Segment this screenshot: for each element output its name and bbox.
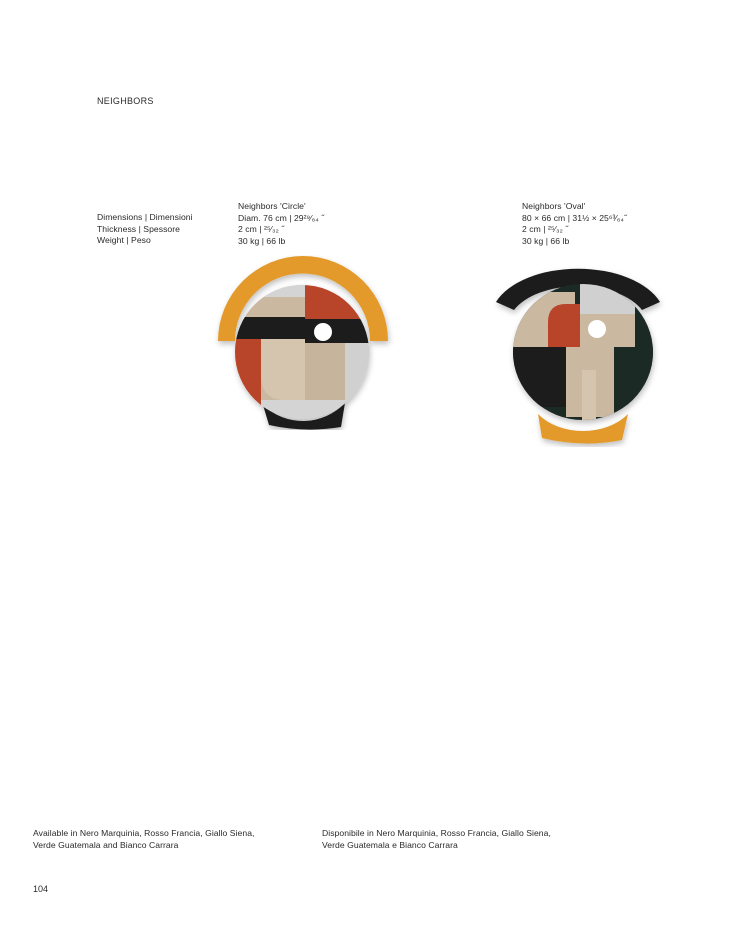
product-dimensions: Diam. 76 cm | 29²⁹⁄₆₄ ˝ xyxy=(238,212,325,223)
availability-english xyxy=(33,828,254,851)
product-oval-specs xyxy=(522,201,627,247)
neighbors-circle-image xyxy=(205,255,395,430)
label-thickness: Thickness | Spessore xyxy=(97,223,180,234)
product-thickness: 2 cm | ²⁵⁄₃₂ ˝ xyxy=(522,224,569,235)
availability-line: Verde Guatemala e Bianco Carrara xyxy=(322,839,458,850)
label-dimensions: Dimensions | Dimensioni xyxy=(97,212,193,222)
availability-line: Disponibile in Nero Marquinia, Rosso Francia, Giallo Siena, xyxy=(322,828,551,838)
product-weight: 30 kg | 66 lb xyxy=(238,235,286,246)
product-thickness: 2 cm | ²⁵⁄₃₂ ˝ xyxy=(238,224,285,235)
product-circle-specs xyxy=(238,201,324,247)
product-name: Neighbors 'Oval' xyxy=(522,201,586,211)
spec-labels xyxy=(97,212,193,247)
neighbors-oval-image xyxy=(490,252,675,447)
section-title: NEIGHBORS xyxy=(97,96,154,106)
availability-italian xyxy=(322,828,551,851)
availability-line: Verde Guatemala and Bianco Carrara xyxy=(33,839,179,850)
product-name: Neighbors 'Circle' xyxy=(238,201,306,211)
availability-line: Available in Nero Marquinia, Rosso Francia, Giallo Siena, xyxy=(33,828,255,838)
page-number: 104 xyxy=(33,884,49,894)
product-weight: 30 kg | 66 lb xyxy=(522,235,570,246)
label-weight: Weight | Peso xyxy=(97,235,151,246)
product-dimensions: 80 × 66 cm | 31½ × 25⁶³⁄₆₄˝ xyxy=(522,212,627,223)
